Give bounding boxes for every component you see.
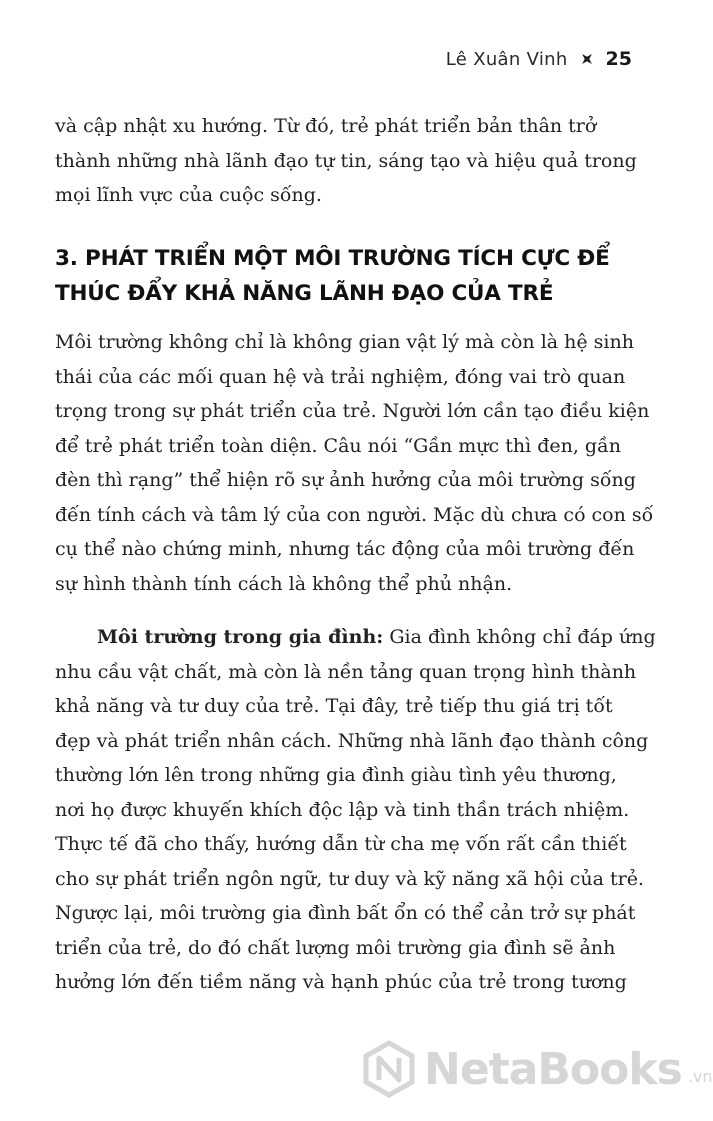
page-number: 25 <box>605 48 632 70</box>
running-header <box>446 48 632 70</box>
watermark-suffix: .vn <box>687 1066 713 1086</box>
text-line: khả năng và tư duy của trẻ. Tại đây, trẻ tiếp thu giá trị tốt <box>55 695 613 717</box>
text-line: để trẻ phát triển toàn diện. Câu nói “Gần mực thì đen, gần <box>55 434 621 457</box>
text-line: cho sự phát triển ngôn ngữ, tư duy và kỹ năng xã hội của trẻ. <box>55 867 644 890</box>
paragraph-family-environment <box>55 620 656 1000</box>
text-line: và cập nhật xu hướng. Từ đó, trẻ phát triển bản thân trở <box>55 115 597 137</box>
text-line <box>55 620 656 655</box>
text-line: đến tính cách và tâm lý của con người. Mặc dù chưa có con số <box>55 503 654 526</box>
paragraph-environment <box>55 325 654 601</box>
lead-line-rest: Gia đình không chỉ đáp ứng <box>383 626 656 648</box>
text-line: trọng trong sự phát triển của trẻ. Người lớn cần tạo điều kiện <box>55 400 650 422</box>
text-line: đèn thì rạng” thể hiện rõ sự ảnh hưởng của môi trường sống <box>55 469 636 491</box>
text-line: hưởng lớn đến tiềm năng và hạnh phúc của trẻ trong tương <box>55 971 627 993</box>
text-line: sự hình thành tính cách là không thể phủ nhận. <box>55 572 513 595</box>
star-ornament-icon <box>580 52 594 66</box>
text-line: thường lớn lên trong những gia đình giàu tình yêu thương, <box>55 764 617 786</box>
text-line: mọi lĩnh vực của cuộc sống. <box>55 184 322 206</box>
section-heading <box>55 241 655 311</box>
text-line: thành những nhà lãnh đạo tự tin, sáng tạo và hiệu quả trong <box>55 149 637 172</box>
text-line: triển của trẻ, do đó chất lượng môi trường gia đình sẽ ảnh <box>55 936 616 959</box>
author-name: Lê Xuân Vinh <box>445 48 568 70</box>
text-line: thái của các mối quan hệ và trải nghiệm, đóng vai trò quan <box>55 365 626 388</box>
paragraph-lead: Môi trường trong gia đình: <box>97 626 384 648</box>
netabooks-logo-icon <box>360 1040 418 1098</box>
text-line: nhu cầu vật chất, mà còn là nền tảng quan trọng hình thành <box>55 660 637 683</box>
text-line: cụ thể nào chứng minh, nhưng tác động của môi trường đến <box>55 538 635 560</box>
heading-line: THÚC ĐẨY KHẢ NĂNG LÃNH ĐẠO CỦA TRẺ <box>55 281 554 306</box>
watermark <box>360 1040 713 1098</box>
text-line: nơi họ được khuyến khích độc lập và tinh thần trách nhiệm. <box>55 798 630 821</box>
text-line: Môi trường không chỉ là không gian vật lý mà còn là hệ sinh <box>55 331 634 353</box>
text-line: Thực tế đã cho thấy, hướng dẫn từ cha mẹ vốn rất cần thiết <box>55 833 627 855</box>
text-line: đẹp và phát triển nhân cách. Những nhà lãnh đạo thành công <box>55 729 649 752</box>
text-line: Ngược lại, môi trường gia đình bất ổn có thể cản trở sự phát <box>55 902 636 924</box>
paragraph-continued <box>55 109 645 213</box>
watermark-brand: NetaBooks <box>424 1043 682 1095</box>
heading-line: 3. PHÁT TRIỂN MỘT MÔI TRƯỜNG TÍCH CỰC ĐỂ <box>55 246 610 271</box>
